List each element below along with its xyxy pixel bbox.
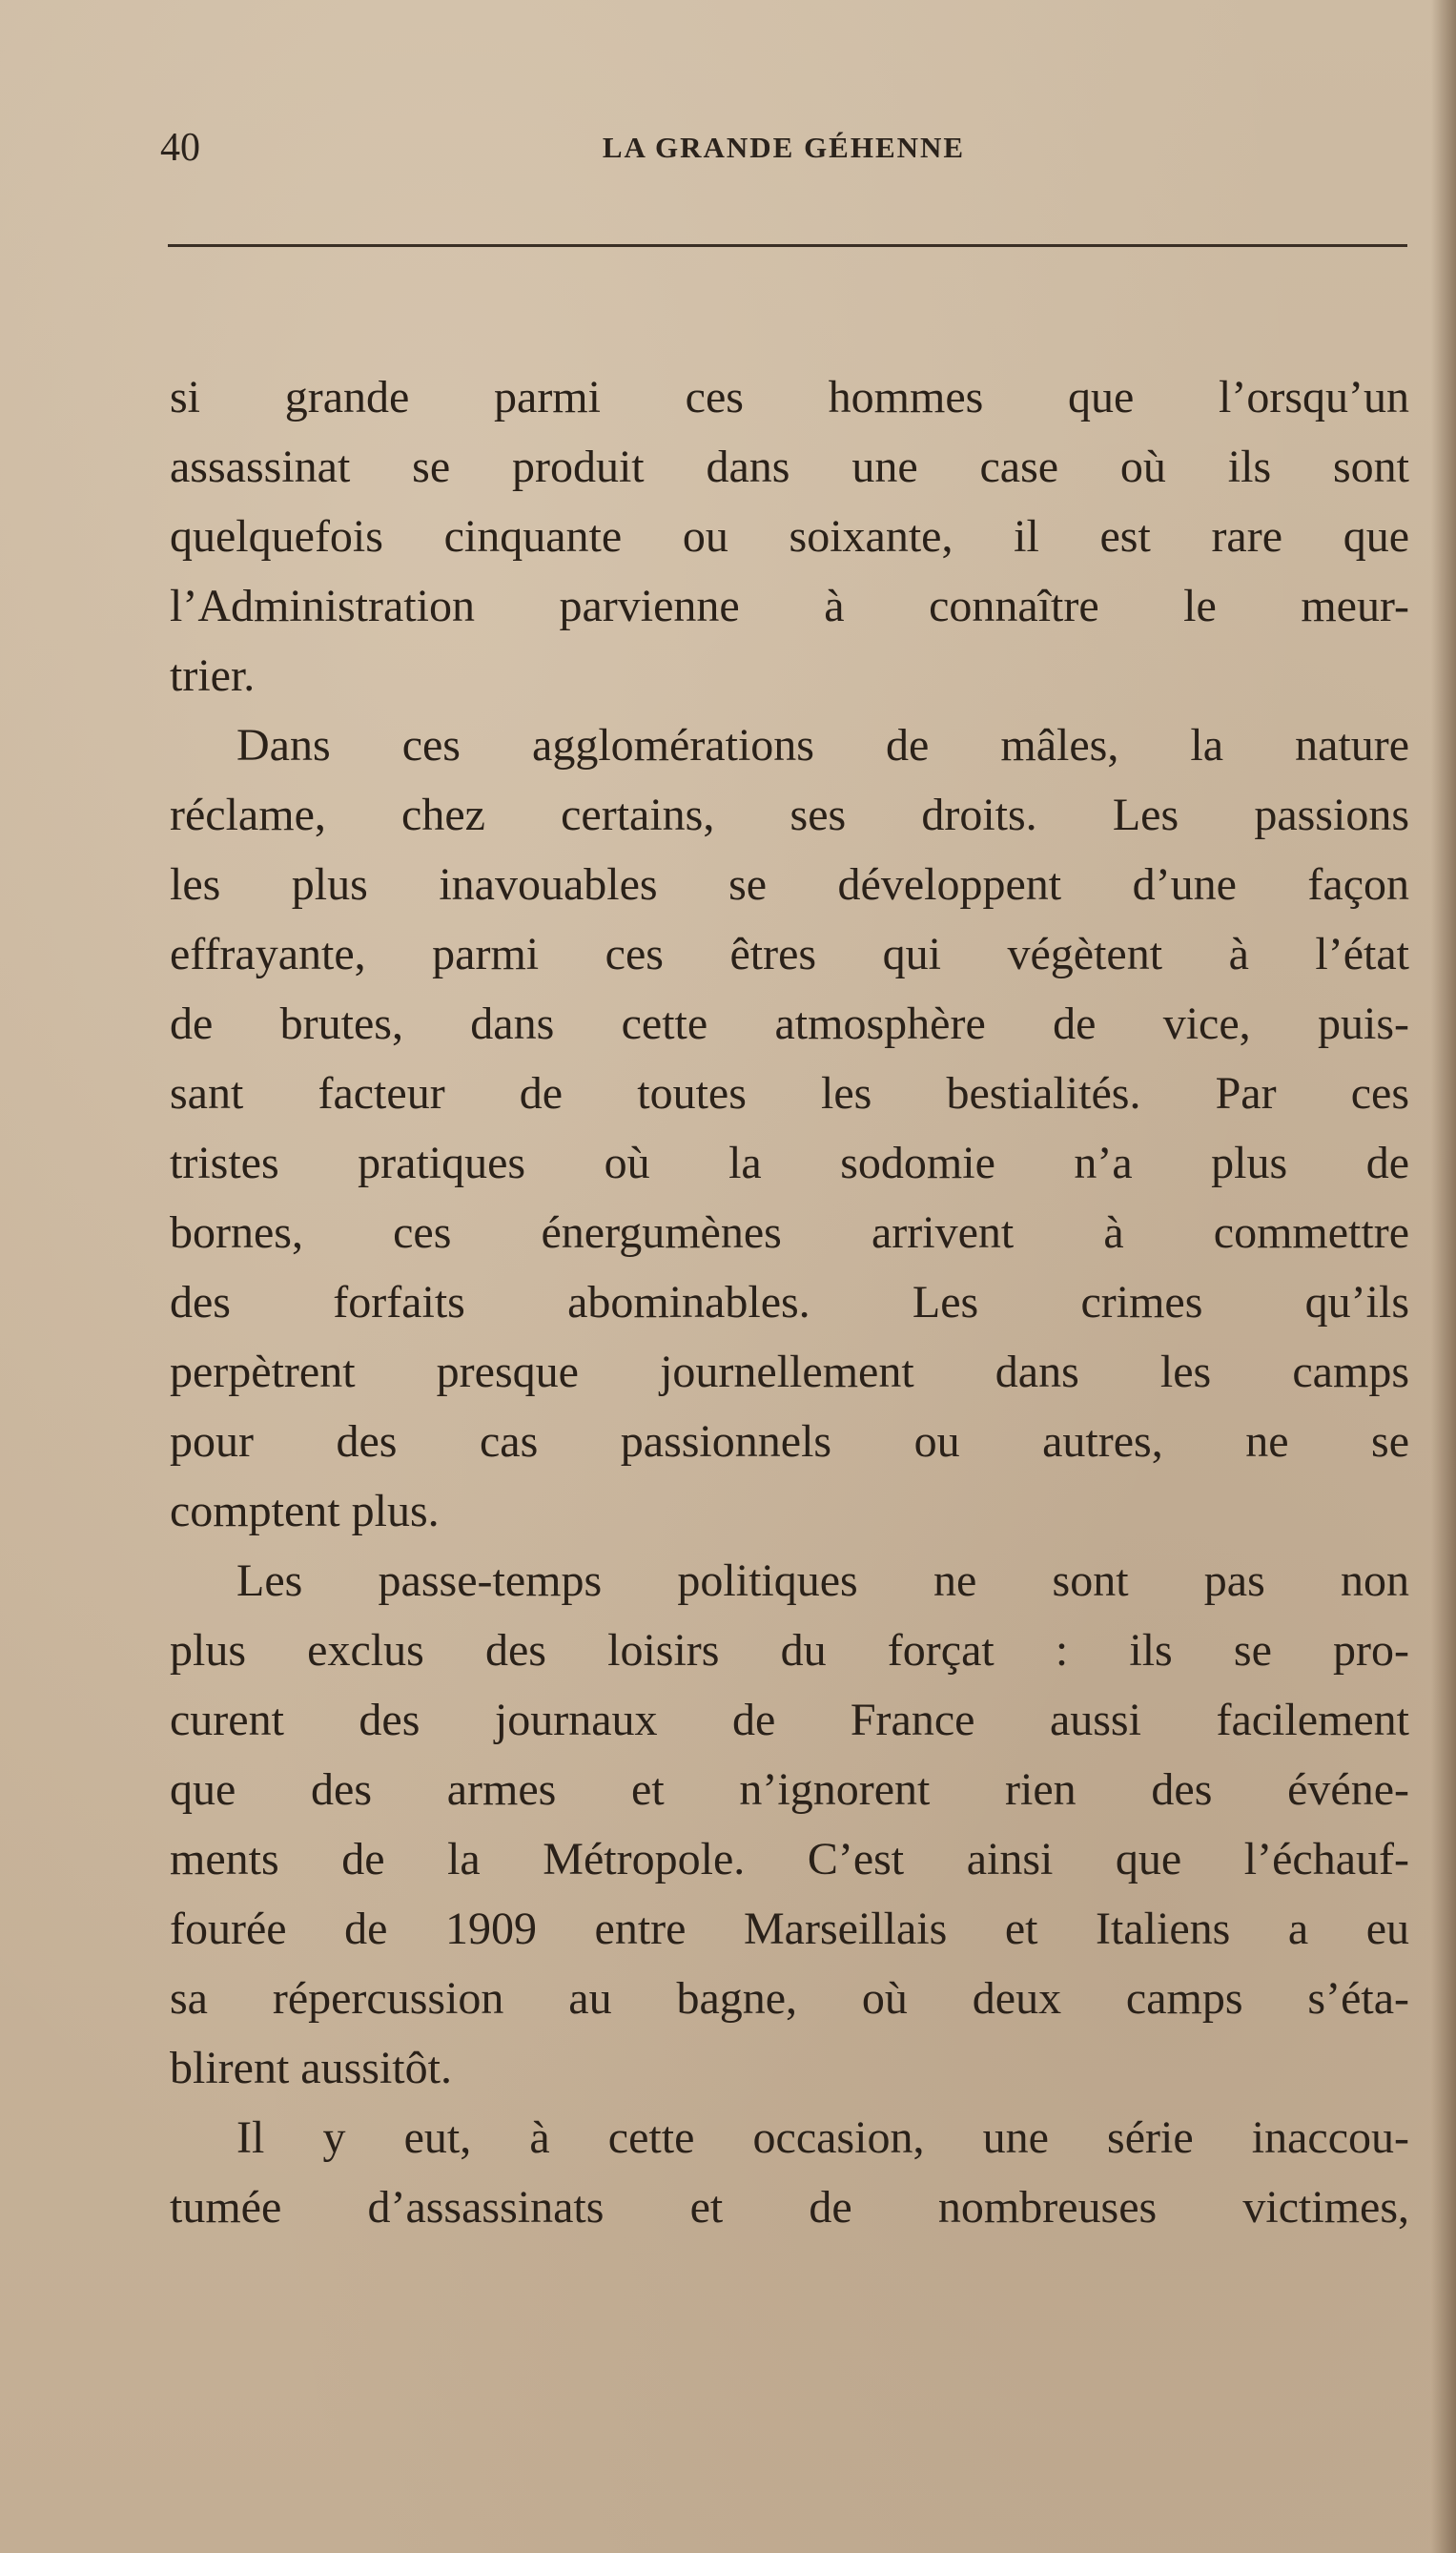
text-line: tristes pratiques où la sodomie n’a plus de <box>170 1138 1409 1188</box>
text-line: curent des journaux de France aussi facilement <box>170 1695 1409 1745</box>
text-line: comptent plus. <box>170 1486 440 1536</box>
page-edge-shadow <box>1431 0 1456 2553</box>
text-line: trier. <box>170 650 256 701</box>
text-line: Dans ces agglomérations de mâles, la nature <box>236 720 1409 771</box>
text-line: plus exclus des loisirs du forçat : ils se pro- <box>170 1625 1409 1676</box>
text-line: Les passe-temps politiques ne sont pas non <box>236 1555 1409 1606</box>
running-head <box>160 119 1407 176</box>
text-line: pour des cas passionnels ou autres, ne se <box>170 1416 1409 1467</box>
text-line: ments de la Métropole. C’est ainsi que l’échauf- <box>170 1834 1409 1884</box>
text-line: que des armes et n’ignorent rien des événe- <box>170 1764 1409 1815</box>
header-rule <box>168 244 1407 247</box>
text-line: blirent aussitôt. <box>170 2043 452 2093</box>
text-line: bornes, ces énergumènes arrivent à commettre <box>170 1207 1409 1258</box>
text-line: les plus inavouables se développent d’une façon <box>170 859 1409 910</box>
text-line: de brutes, dans cette atmosphère de vice, puis- <box>170 999 1409 1049</box>
text-line: effrayante, parmi ces êtres qui végètent à l’état <box>170 929 1409 979</box>
text-line: si grande parmi ces hommes que l’orsqu’un <box>170 372 1409 422</box>
text-line: des forfaits abominables. Les crimes qu’ils <box>170 1277 1409 1328</box>
text-line: tumée d’assassinats et de nombreuses victimes, <box>170 2182 1409 2233</box>
text-line: perpètrent presque journellement dans les camps <box>170 1347 1409 1397</box>
text-line: l’Administration parvienne à connaître le meur- <box>170 581 1409 631</box>
text-line: fourée de 1909 entre Marseillais et Italiens a eu <box>170 1904 1409 1954</box>
text-line: Il y eut, à cette occasion, une série inaccou- <box>236 2112 1409 2163</box>
page-number: 40 <box>160 126 200 170</box>
text-line: sa répercussion au bagne, où deux camps s’éta- <box>170 1973 1409 2024</box>
body-text <box>170 362 1409 2242</box>
running-title: LA GRANDE GÉHENNE <box>602 131 966 164</box>
text-line: réclame, chez certains, ses droits. Les passions <box>170 790 1409 840</box>
text-line: assassinat se produit dans une case où ils sont <box>170 442 1409 492</box>
text-line: sant facteur de toutes les bestialités. Par ces <box>170 1068 1409 1119</box>
text-line: quelquefois cinquante ou soixante, il est rare que <box>170 511 1409 562</box>
